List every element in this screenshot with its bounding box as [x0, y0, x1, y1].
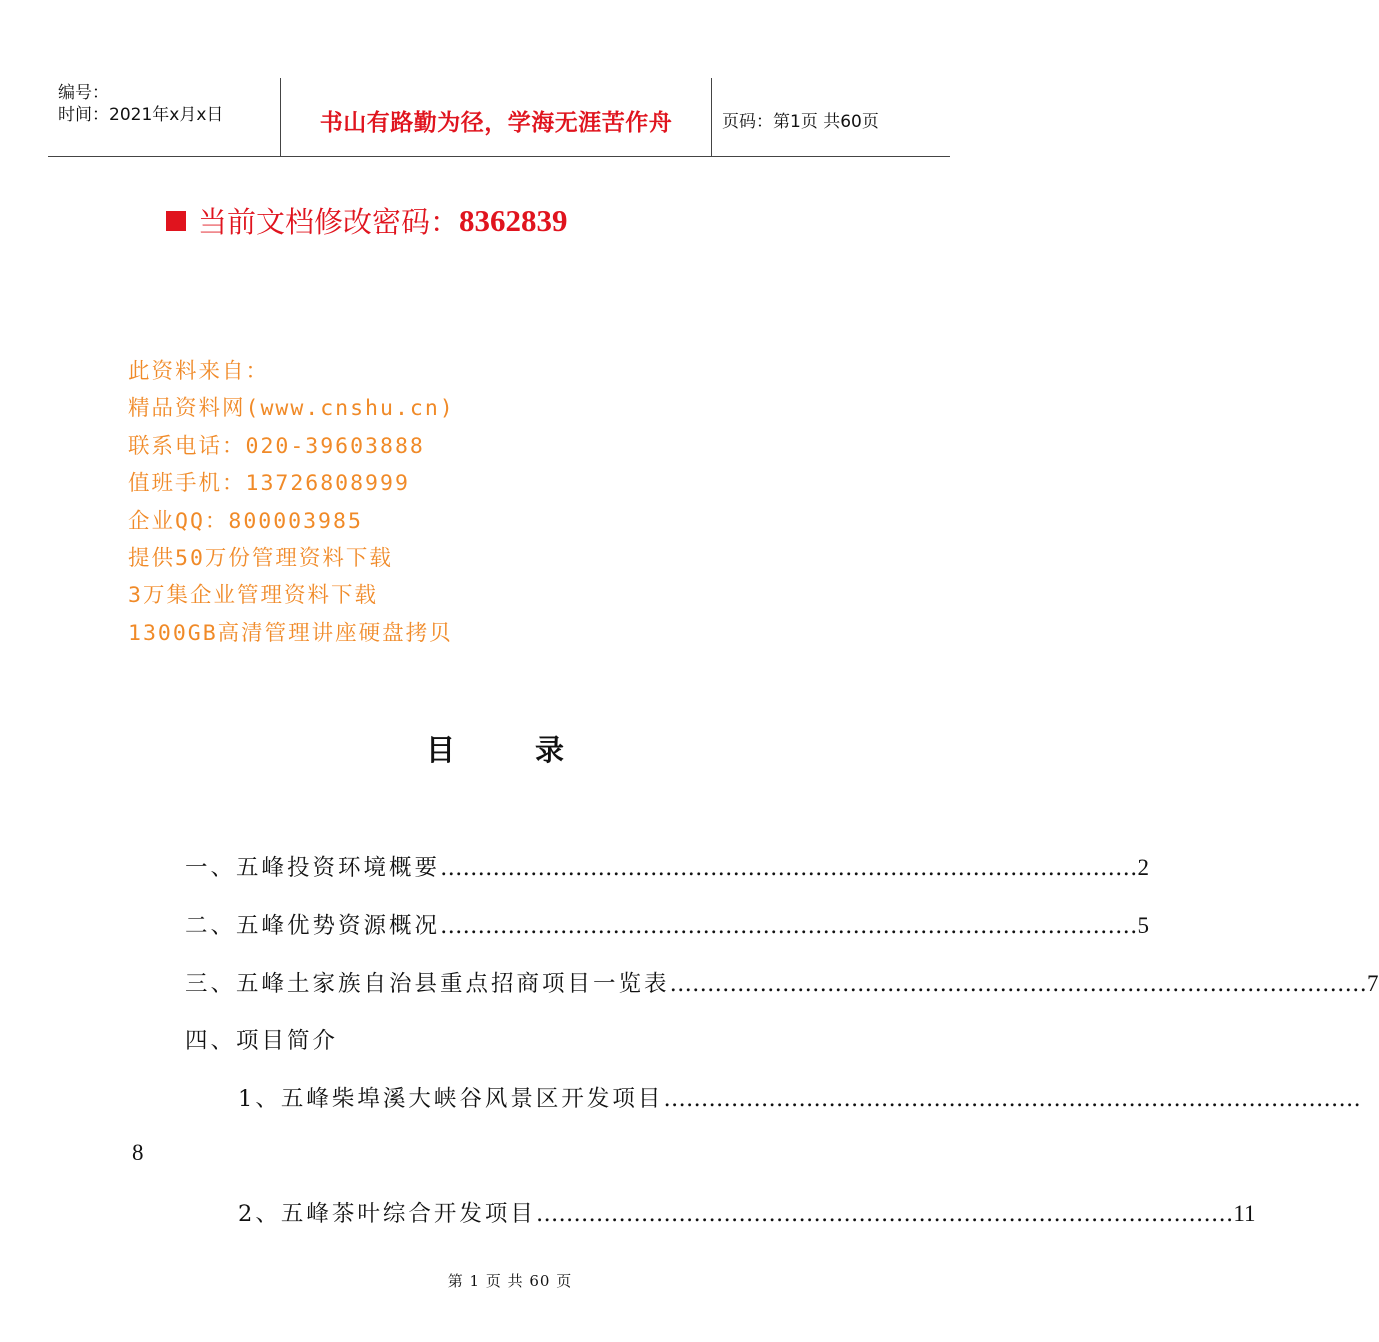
toc-entry[interactable] — [238, 1081, 1361, 1113]
document-header — [48, 78, 950, 157]
red-square-bullet-icon — [166, 211, 186, 231]
page-footer: 第 1 页 共 60 页 — [447, 1272, 573, 1290]
toc-leader-dots: ………………………………………………………………………………… — [663, 1086, 1361, 1112]
source-info-block — [128, 353, 455, 652]
toc-entry-text: 四、项目简介 — [185, 1028, 339, 1054]
toc-leader-dots: ………………………………………………………………………………… — [440, 913, 1138, 939]
document-number-label: 编号： — [58, 83, 109, 103]
source-info-line: 此资料来自： — [128, 359, 270, 384]
source-info-line: 精品资料网(www.cnshu.cn) — [128, 396, 455, 422]
toc-section-heading[interactable] — [185, 1023, 338, 1055]
toc-leader-dots: ………………………………………………………………………………… — [440, 855, 1138, 881]
source-info-line: 联系电话：020-39603888 — [128, 433, 425, 459]
document-time-label: 时间：2021年x月x日 — [58, 105, 224, 125]
source-info-line: 提供50万份管理资料下载 — [128, 546, 393, 572]
toc-entry-page: 11 — [1233, 1201, 1256, 1226]
toc-entry[interactable] — [185, 908, 1150, 940]
toc-entry[interactable] — [185, 850, 1150, 882]
toc-entry-page: 8 — [132, 1140, 144, 1165]
source-info-line: 3万集企业管理资料下载 — [128, 583, 378, 609]
toc-title: 目录 — [425, 733, 644, 767]
source-info-line: 1300GB高清管理讲座硬盘拷贝 — [128, 620, 453, 646]
toc-entry[interactable] — [238, 1196, 1256, 1228]
source-info-line: 企业QQ：800003985 — [128, 508, 363, 534]
toc-leader-dots: ………………………………………………………………………………… — [669, 971, 1368, 997]
header-meta — [48, 78, 280, 156]
toc-leader-dots: ………………………………………………………………………………… — [535, 1201, 1234, 1227]
source-info-line: 值班手机：13726808999 — [128, 471, 410, 497]
toc-entry-text: 二、五峰优势资源概况 — [185, 913, 441, 939]
toc-entry-text: 一、五峰投资环境概要 — [185, 855, 441, 881]
header-motto: 书山有路勤为径，学海无涯苦作舟 — [319, 109, 673, 136]
toc-entry-text: 三、五峰土家族自治县重点招商项目一览表 — [185, 971, 670, 997]
toc-entry-page: 5 — [1137, 913, 1150, 938]
header-motto-cell — [280, 78, 712, 156]
toc-entry-page: 2 — [1137, 855, 1150, 880]
password-code: 8362839 — [459, 202, 568, 238]
password-label: 当前文档修改密码： — [198, 205, 460, 239]
toc-entry-text: 2、五峰茶叶综合开发项目 — [238, 1201, 536, 1227]
toc-entry-page: 7 — [1367, 971, 1379, 996]
header-page-info: 页码：第1页 共60页 — [722, 111, 879, 132]
password-notice — [166, 200, 568, 241]
toc-entry-text: 1、五峰柴埠溪大峡谷风景区开发项目 — [238, 1086, 664, 1112]
toc-entry[interactable] — [185, 966, 1379, 998]
